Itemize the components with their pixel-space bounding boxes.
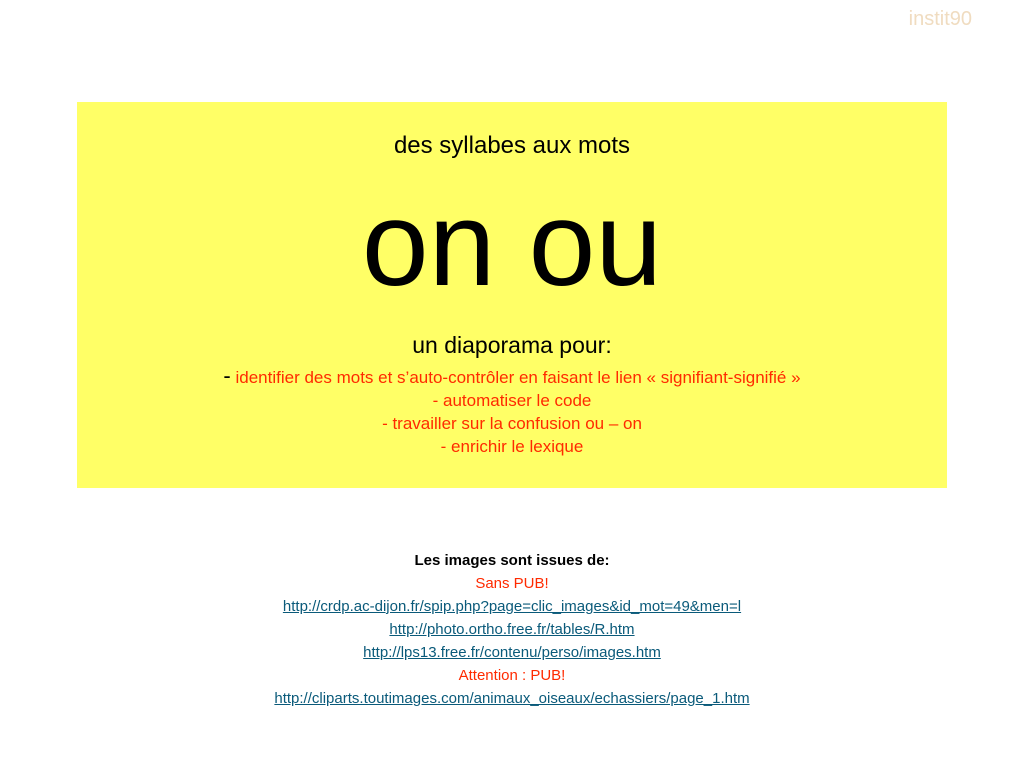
credit-note-no-ads: Sans PUB!: [475, 575, 549, 592]
slide-intro: un diaporama pour:: [412, 332, 612, 358]
image-credits: [0, 549, 1024, 710]
goal-text: identifier des mots et s’auto-contrôler en faisant le lien « signifiant-signifié »: [235, 368, 801, 387]
credit-note-ads: Attention : PUB!: [458, 667, 566, 684]
credits-heading: Les images sont issues de:: [414, 552, 610, 569]
credit-link[interactable]: http://lps13.free.fr/contenu/perso/images.htm: [363, 644, 661, 661]
goal-item: - automatiser le code: [432, 391, 592, 410]
goal-dash: -: [223, 363, 231, 388]
credit-link[interactable]: http://photo.ortho.free.fr/tables/R.htm: [389, 621, 635, 638]
goals-list: [77, 364, 947, 458]
title-box: [77, 102, 947, 488]
goal-item: - enrichir le lexique: [440, 437, 584, 456]
credit-link[interactable]: http://crdp.ac-dijon.fr/spip.php?page=clic_images&id_mot=49&men=l: [282, 598, 742, 615]
credit-link[interactable]: http://cliparts.toutimages.com/animaux_oiseaux/echassiers/page_1.htm: [274, 690, 750, 707]
slide-title: on ou: [361, 177, 663, 311]
slide-subtitle: des syllabes aux mots: [393, 132, 631, 159]
watermark-label: instit90: [908, 8, 972, 30]
goal-item: [77, 364, 947, 389]
goal-item: - travailler sur la confusion ou – on: [382, 414, 642, 433]
